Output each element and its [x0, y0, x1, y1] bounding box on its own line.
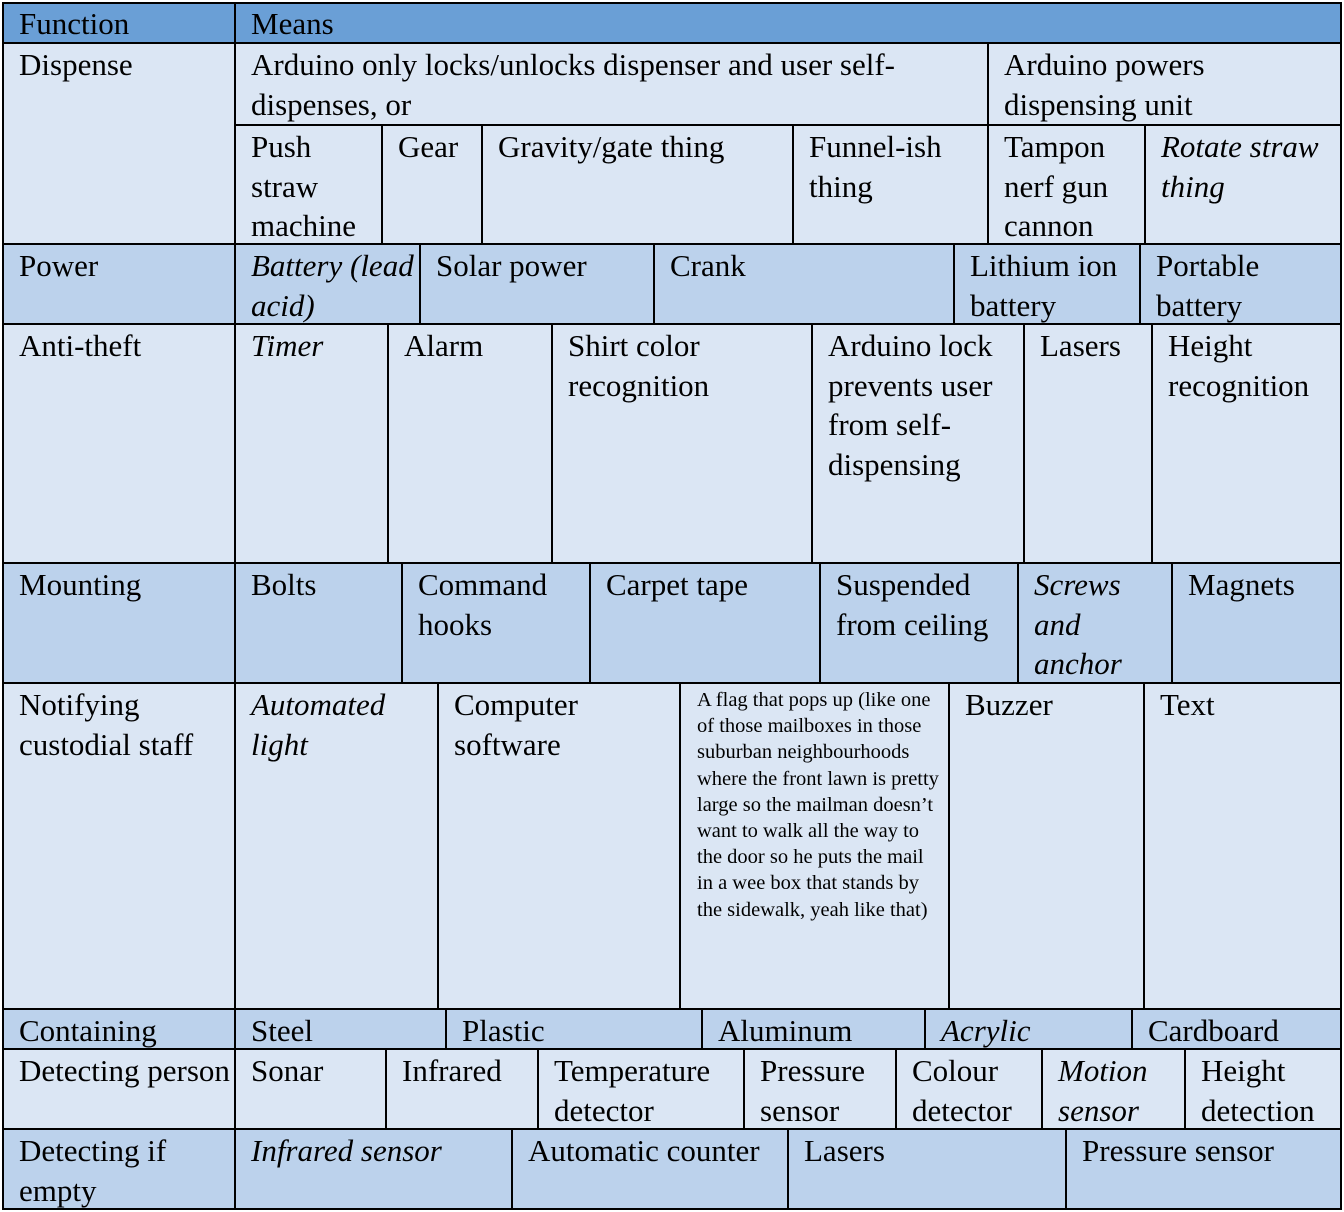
means-cell: Plastic [447, 1010, 703, 1050]
means-cell: Infrared [387, 1050, 539, 1130]
means-cell: Cardboard [1133, 1010, 1342, 1050]
means-cell: Solar power [421, 245, 655, 325]
means-cell: Magnets [1173, 564, 1342, 684]
means-cell: Automatic counter [513, 1130, 789, 1210]
row-label-detecting-if-empty: Detecting if empty [4, 1130, 236, 1210]
header-function: Function [4, 4, 236, 44]
means-cell: Push straw machine [236, 126, 383, 245]
means-cell: Battery (lead acid) [236, 245, 421, 325]
dispense-option-powered: Arduino powers dispensing unit [989, 44, 1342, 126]
row-label-mounting: Mounting [4, 564, 236, 684]
means-cell: Lithium ion battery [955, 245, 1141, 325]
means-cell: Lasers [1025, 325, 1153, 564]
means-cell: Rotate straw thing [1146, 126, 1342, 245]
means-cell: Portable battery [1141, 245, 1342, 325]
row-label-detecting-person: Detecting person [4, 1050, 236, 1130]
row-label-anti-theft: Anti-theft [4, 325, 236, 564]
means-cell: Carpet tape [591, 564, 821, 684]
means-cell: Pressure sensor [1067, 1130, 1342, 1210]
means-cell: Aluminum [703, 1010, 926, 1050]
means-cell: Gravity/gate thing [483, 126, 794, 245]
means-cell: Height recognition [1153, 325, 1342, 564]
means-cell: Acrylic [926, 1010, 1133, 1050]
means-cell: Sonar [236, 1050, 387, 1130]
means-cell: Timer [236, 325, 389, 564]
means-cell: Screws and anchor [1019, 564, 1173, 684]
means-cell: Command hooks [403, 564, 591, 684]
means-cell: Height detection [1186, 1050, 1342, 1130]
means-cell: Crank [655, 245, 955, 325]
means-cell: Text [1145, 684, 1342, 1010]
means-cell: Bolts [236, 564, 403, 684]
means-cell: Funnel-ish thing [794, 126, 989, 245]
means-cell: Computer software [439, 684, 681, 1010]
means-cell: Tampon nerf gun cannon [989, 126, 1146, 245]
means-cell: Alarm [389, 325, 553, 564]
means-cell: Pressure sensor [745, 1050, 897, 1130]
means-cell: Automated light [236, 684, 439, 1010]
means-cell: Lasers [789, 1130, 1067, 1210]
row-label-power: Power [4, 245, 236, 325]
dispense-option-self-dispense: Arduino only locks/unlocks dispenser and user self-dispenses, or [236, 44, 989, 126]
means-cell: Motion sensor [1043, 1050, 1186, 1130]
row-label-notifying-custodial-staff: Notifying custodial staff [4, 684, 236, 1010]
means-cell: Gear [383, 126, 483, 245]
means-cell: Suspended from ceiling [821, 564, 1019, 684]
means-cell: Buzzer [950, 684, 1145, 1010]
means-cell: A flag that pops up (like one of those mailboxes in those suburban neighbourhoods where the front lawn is pretty large so the mailman doesn’t want to walk all the way to the door so he puts the mail in a wee box that stands by the sidewalk, yeah like that) [681, 684, 950, 1010]
means-cell: Steel [236, 1010, 447, 1050]
means-cell: Shirt color recognition [553, 325, 813, 564]
means-cell: Infrared sensor [236, 1130, 513, 1210]
means-cell: Temperature detector [539, 1050, 745, 1130]
means-cell: Colour detector [897, 1050, 1043, 1130]
row-label-containing: Containing [4, 1010, 236, 1050]
means-cell: Arduino lock prevents user from self-dispensing [813, 325, 1025, 564]
header-means: Means [236, 4, 1342, 44]
row-label-dispense: Dispense [4, 44, 236, 245]
